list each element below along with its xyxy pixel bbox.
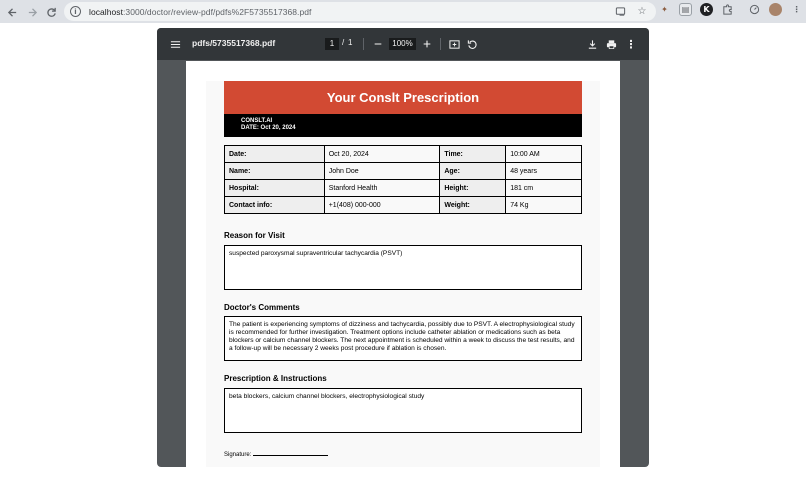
- pdf-page: [186, 61, 620, 467]
- info-value: Stanford Health: [324, 180, 440, 197]
- toolbar-divider-2: [440, 38, 441, 50]
- info-value: +1(408) 000-000: [324, 197, 440, 214]
- prescription-box: beta blockers, calcium channel blockers, electrophysiological study: [224, 388, 582, 433]
- extension-paw-icon[interactable]: ✦: [661, 5, 668, 14]
- performance-icon[interactable]: [748, 3, 761, 16]
- prescription-title: Prescription & Instructions: [224, 374, 327, 383]
- info-value: 48 years: [506, 163, 582, 180]
- url-text: localhost:3000/doctor/review-pdf/pdfs%2F5735517368.pdf: [89, 6, 312, 17]
- extension-k-icon[interactable]: K: [700, 3, 713, 16]
- info-value: 74 Kg: [506, 197, 582, 214]
- table-row: [225, 197, 582, 214]
- reason-box: suspected paroxysmal supraventricular tachycardia (PSVT): [224, 245, 582, 290]
- document-heading: Your Conslt Prescription: [326, 90, 480, 105]
- browser-toolbar: [0, 0, 806, 23]
- extensions-puzzle-icon[interactable]: [721, 3, 734, 16]
- patient-info-table: [224, 145, 582, 214]
- document-title: pdfs/5735517368.pdf: [192, 38, 276, 48]
- info-value: 10:00 AM: [506, 146, 582, 163]
- signature-line: [253, 450, 328, 456]
- fit-page-icon[interactable]: [447, 37, 461, 51]
- zoom-out-icon[interactable]: [371, 37, 385, 51]
- comments-box: The patient is experiencing symptoms of dizziness and tachycardia, possibly due to PSVT. A electrophysiological study is recommended for further investigation. Treatment options include catheter ablation or medications such as beta blockers or calcium channel blockers. The next appointment is scheduled within a week to discuss the test results, and a follow-up will be necessary 2 weeks post procedure if ablation is chosen.: [224, 316, 582, 361]
- address-bar[interactable]: [64, 2, 656, 21]
- rotate-icon[interactable]: [465, 37, 479, 51]
- table-row: [225, 180, 582, 197]
- pdf-toolbar: [157, 28, 649, 60]
- header-date: DATE: Oct 20, 2024: [241, 125, 296, 131]
- info-value: John Doe: [324, 163, 440, 180]
- table-row: [225, 163, 582, 180]
- info-label: Date:: [225, 146, 325, 163]
- zoom-level[interactable]: 100%: [389, 38, 416, 50]
- zoom-in-icon[interactable]: [420, 37, 434, 51]
- profile-avatar[interactable]: [769, 3, 782, 16]
- page-total: 1: [348, 38, 353, 47]
- info-label: Name:: [225, 163, 325, 180]
- back-icon[interactable]: [4, 4, 20, 20]
- bookmark-star-icon[interactable]: ☆: [637, 5, 647, 17]
- menu-dots-icon[interactable]: ⋮: [792, 5, 801, 14]
- info-label: Age:: [440, 163, 506, 180]
- pdf-viewer: [157, 28, 649, 467]
- page-number-input[interactable]: 1: [325, 38, 339, 50]
- extension-notes-icon[interactable]: ▤: [679, 3, 692, 16]
- info-label: Contact info:: [225, 197, 325, 214]
- site-info-icon[interactable]: i: [70, 6, 81, 17]
- info-label: Hospital:: [225, 180, 325, 197]
- reload-icon[interactable]: [43, 4, 59, 20]
- info-label: Time:: [440, 146, 506, 163]
- signature-label: Signature:: [224, 452, 252, 458]
- cast-icon[interactable]: [614, 5, 626, 17]
- header-subbar: [224, 114, 582, 137]
- more-actions-icon[interactable]: ⋮: [625, 37, 637, 51]
- page-separator: /: [342, 38, 345, 47]
- comments-title: Doctor's Comments: [224, 303, 300, 312]
- info-label: Height:: [440, 180, 506, 197]
- table-row: [225, 146, 582, 163]
- forward-icon[interactable]: [24, 4, 40, 20]
- download-icon[interactable]: [585, 37, 599, 51]
- signature-field: [224, 450, 328, 458]
- toolbar-divider: [363, 38, 364, 50]
- menu-icon[interactable]: [168, 37, 182, 51]
- print-icon[interactable]: [604, 37, 618, 51]
- info-value: 181 cm: [506, 180, 582, 197]
- header-banner: [224, 81, 582, 114]
- info-value: Oct 20, 2024: [324, 146, 440, 163]
- info-label: Weight:: [440, 197, 506, 214]
- brand-name: CONSLT.AI: [241, 118, 273, 124]
- reason-title: Reason for Visit: [224, 231, 285, 240]
- prescription-document: [206, 81, 600, 467]
